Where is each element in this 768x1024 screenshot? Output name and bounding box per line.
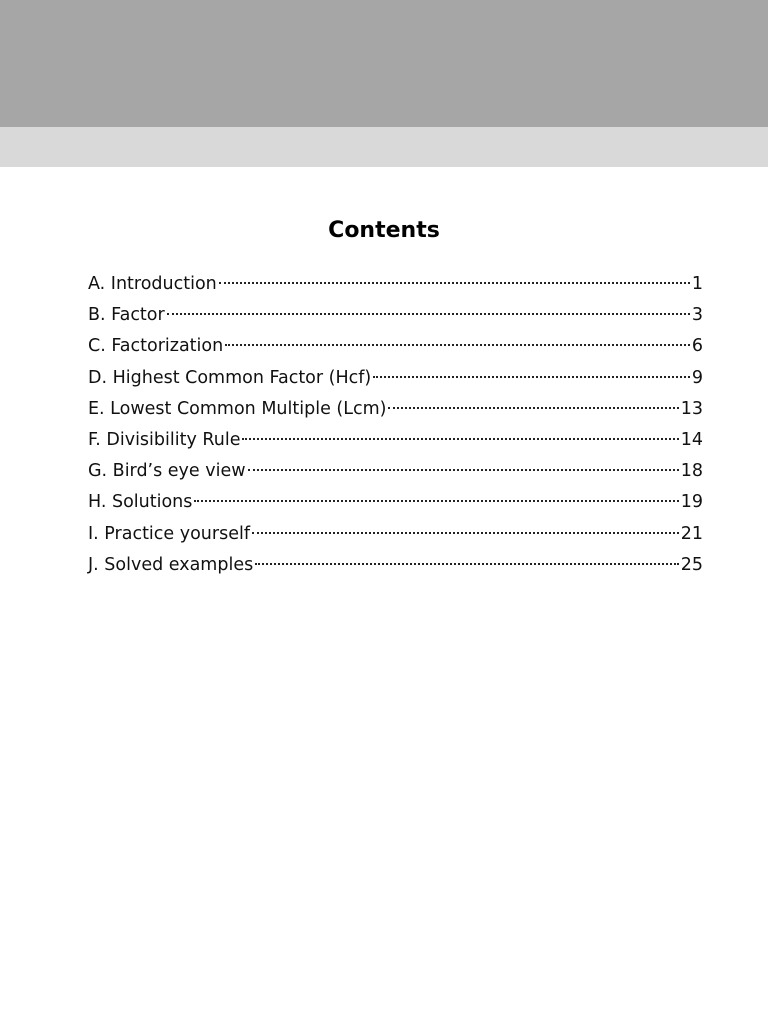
toc-dot-leader [252,531,679,534]
toc-entry[interactable] [88,300,703,331]
toc-entry-label: F. Divisibility Rule [88,429,241,450]
toc-entry[interactable] [88,425,703,456]
toc-entry[interactable] [88,269,703,300]
page-title: Contents [328,218,440,243]
toc-entry-label: E. Lowest Common Multiple (Lcm) [88,398,387,419]
header-band-dark [0,0,768,127]
toc-entry-label: B. Factor [88,305,165,326]
toc-entry-page: 1 [691,274,703,294]
table-of-contents [88,269,703,581]
toc-entry-page: 18 [680,461,703,482]
toc-dot-leader [248,468,679,471]
toc-entry[interactable] [88,331,703,362]
toc-entry-label: J. Solved examples [88,554,254,575]
toc-entry-page: 21 [680,523,703,544]
toc-entry-page: 25 [680,554,703,575]
toc-entry-label: I. Practice yourself [88,523,251,544]
toc-entry-label: D. Highest Common Factor (Hcf) [88,367,372,388]
toc-entry-page: 3 [691,305,703,326]
toc-entry-page: 14 [680,429,703,450]
header-band-light [0,127,768,167]
toc-entry[interactable] [88,519,703,550]
toc-entry-page: 13 [680,398,703,419]
toc-entry-page: 9 [691,367,703,388]
toc-entry[interactable] [88,363,703,394]
toc-dot-leader [388,406,678,409]
toc-dot-leader [242,437,678,440]
toc-entry-label: G. Bird’s eye view [88,461,246,482]
toc-entry-label: H. Solutions [88,492,193,513]
toc-dot-leader [194,499,678,502]
toc-dot-leader [373,375,690,378]
toc-dot-leader [219,281,690,284]
toc-entry-page: 6 [691,336,703,357]
toc-entry[interactable] [88,394,703,425]
toc-entry-page: 19 [680,492,703,513]
toc-entry[interactable] [88,456,703,487]
toc-entry-label: C. Factorization [88,336,224,357]
toc-entry[interactable] [88,550,703,581]
toc-dot-leader [225,343,690,346]
toc-entry-label: A. Introduction [88,274,217,294]
toc-dot-leader [255,562,679,565]
toc-entry[interactable] [88,487,703,518]
toc-dot-leader [167,312,690,315]
